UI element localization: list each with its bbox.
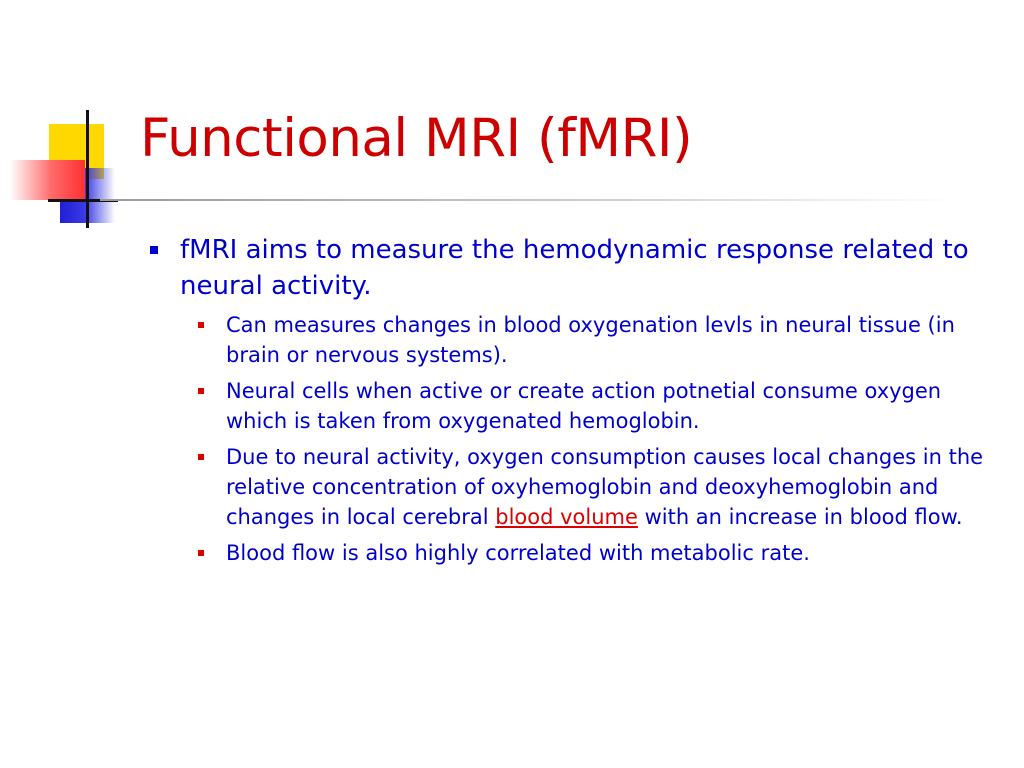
bullet-level2 <box>196 538 1000 568</box>
bullet-text: fMRI aims to measure the hemodynamic response related to neural activity. <box>180 235 969 301</box>
sub-bullet-text-after: with an increase in blood flow. <box>637 505 963 529</box>
blood-volume-link[interactable]: blood volume <box>495 505 638 529</box>
square-bullet-icon <box>198 388 204 394</box>
square-bullet-icon <box>198 322 204 328</box>
title-divider <box>100 199 960 201</box>
square-bullet-icon <box>198 454 204 460</box>
bullet-level2 <box>196 442 1000 532</box>
sub-bullet-text: Blood flow is also highly correlated with metabolic rate. <box>226 541 810 565</box>
ornament-red-gradient <box>10 160 85 200</box>
square-bullet-icon <box>150 246 158 254</box>
slide-title: Functional MRI (fMRI) <box>140 108 693 169</box>
bullet-level1 <box>150 232 1000 304</box>
sub-bullet-text: Can measures changes in blood oxygenation levls in neural tissue (in brain or nervous systems). <box>226 313 955 367</box>
ornament-vertical-line <box>86 110 89 228</box>
slide-body <box>150 232 1000 574</box>
bullet-level2 <box>196 310 1000 370</box>
sub-bullet-text: Neural cells when active or create action potnetial consume oxygen which is taken from oxygenated hemoglobin. <box>226 379 942 433</box>
sub-bullet-text-before: Due to neural activity, oxygen consumption causes local changes in the relative concentration of oxyhemoglobin and deoxyhemoglobin and changes in local cerebral <box>226 445 984 529</box>
bullet-level2 <box>196 376 1000 436</box>
square-bullet-icon <box>198 550 204 556</box>
sub-bullet-text <box>226 445 983 529</box>
